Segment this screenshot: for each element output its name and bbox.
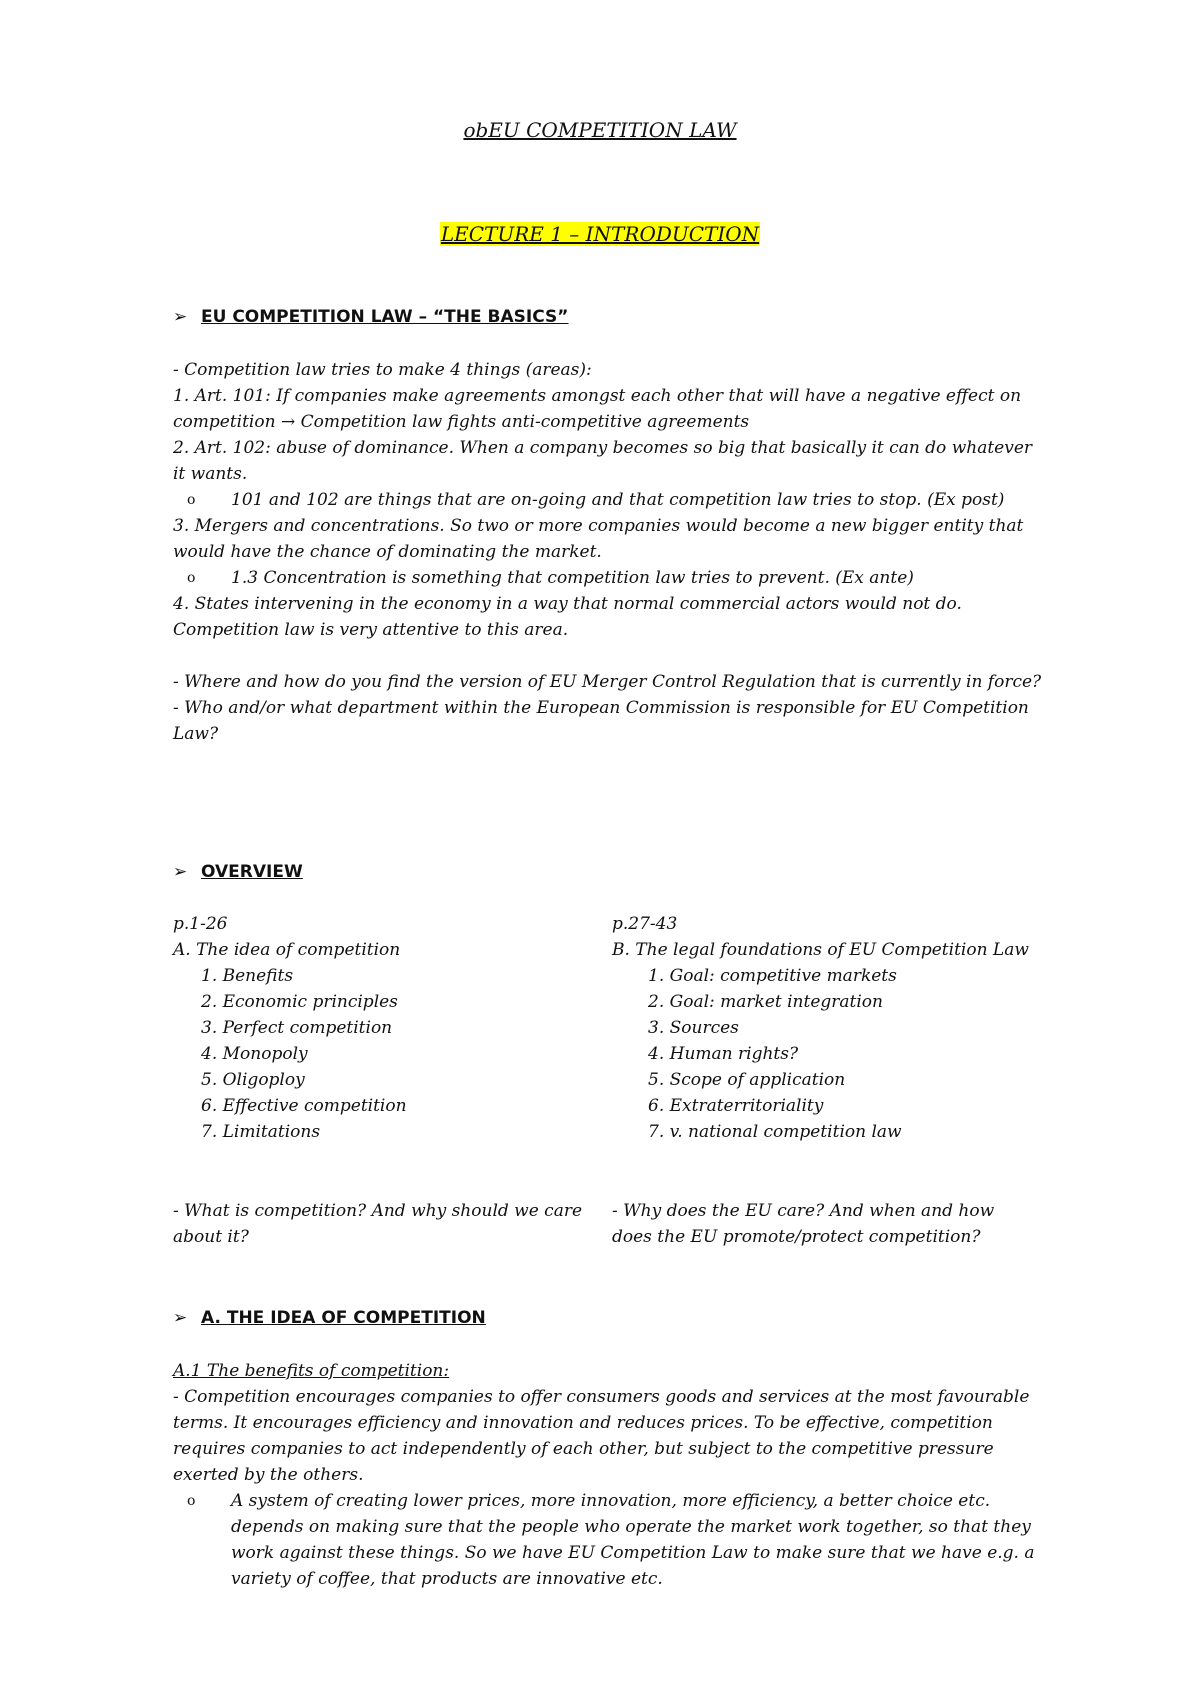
overview-right-item: 5. Scope of application	[648, 1070, 846, 1090]
section-heading-text: EU COMPETITION LAW – “THE BASICS”	[201, 307, 569, 327]
lecture-title-highlight: LECTURE 1 – INTRODUCTION	[440, 222, 760, 246]
overview-left-item: 1. Benefits	[201, 966, 294, 986]
arrow-bullet-icon: ➢	[173, 307, 188, 327]
section-heading-text: OVERVIEW	[201, 862, 303, 882]
overview-left-item: 5. Oligoploy	[201, 1070, 305, 1090]
overview-right-column	[612, 911, 1032, 1145]
idea-subbullet-text: A system of creating lower prices, more innovation, more efficiency, a better choice etc. depends on making sure that the people who operate the market work together, so that they work against these things. So we have EU Competition Law to make sure that we have e.g. a variety of coffee, that products are innovative etc.	[231, 1491, 1035, 1589]
overview-right-item: 4. Human rights?	[648, 1044, 799, 1064]
basics-question-1: - Where and how do you find the version of EU Merger Control Regulation that is currently in force?	[173, 672, 1042, 692]
bullet-marker-icon: o	[187, 570, 196, 586]
overview-right-pages: p.27-43	[612, 914, 678, 934]
section-heading-idea	[173, 1308, 486, 1328]
basics-item-3: 3. Mergers and concentrations. So two or more companies would become a new bigger entity that would have the chance of dominating the market.	[173, 516, 1024, 562]
idea-paragraph: - Competition encourages companies to offer consumers goods and services at the most favourable terms. It encourages efficiency and innovation and reduces prices. To be effective, competition requires companies to act independently of each other, but subject to the competitive pressure exerted by the others.	[173, 1387, 1030, 1485]
basics-content	[173, 357, 1048, 747]
basics-intro-line: - Competition law tries to make 4 things (areas):	[173, 360, 592, 380]
idea-subbullet	[173, 1488, 1048, 1592]
basics-subbullet-2-text: 1.3 Concentration is something that competition law tries to prevent. (Ex ante)	[231, 568, 914, 588]
basics-subbullet-1	[173, 487, 1048, 513]
overview-right-item: 6. Extraterritoriality	[648, 1096, 824, 1116]
overview-left-item: 4. Monopoly	[201, 1044, 308, 1064]
idea-subheading: A.1 The benefits of competition:	[173, 1361, 450, 1381]
basics-item-1: 1. Art. 101: If companies make agreements amongst each other that will have a negative effect on competition → Competition law fights anti-competitive agreements	[173, 386, 1022, 432]
overview-right-item: 3. Sources	[648, 1018, 739, 1038]
basics-subbullet-2	[173, 565, 1048, 591]
overview-left-item: 6. Effective competition	[201, 1096, 407, 1116]
overview-right-question: - Why does the EU care? And when and how does the EU promote/protect competition?	[612, 1201, 995, 1247]
basics-item-4: 4. States intervening in the economy in a way that normal commercial actors would not do. Competition law is very attentive to this area.	[173, 594, 962, 640]
lecture-title	[0, 222, 1200, 246]
basics-question-2: - Who and/or what department within the European Commission is responsible for EU Competition Law?	[173, 698, 1029, 744]
overview-right-title: B. The legal foundations of EU Competition Law	[612, 940, 1029, 960]
section-heading-basics	[173, 307, 568, 327]
overview-left-question: - What is competition? And why should we care about it?	[173, 1201, 583, 1247]
section-heading-text: A. THE IDEA OF COMPETITION	[201, 1308, 486, 1328]
arrow-bullet-icon: ➢	[173, 1308, 188, 1328]
overview-right-item: 1. Goal: competitive markets	[648, 966, 897, 986]
overview-left-item: 3. Perfect competition	[201, 1018, 393, 1038]
basics-subbullet-1-text: 101 and 102 are things that are on-going and that competition law tries to stop. (Ex post)	[231, 490, 1005, 510]
basics-item-2: 2. Art. 102: abuse of dominance. When a company becomes so big that basically it can do whatever it wants.	[173, 438, 1033, 484]
overview-right-item: 7. v. national competition law	[648, 1122, 902, 1142]
overview-left-item: 2. Economic principles	[201, 992, 398, 1012]
overview-left-title: A. The idea of competition	[173, 940, 401, 960]
overview-right-item: 2. Goal: market integration	[648, 992, 883, 1012]
overview-left-pages: p.1-26	[173, 914, 228, 934]
document-title: obEU COMPETITION LAW	[463, 118, 737, 142]
bullet-marker-icon: o	[187, 492, 196, 508]
arrow-bullet-icon: ➢	[173, 862, 188, 882]
overview-left-item: 7. Limitations	[201, 1122, 321, 1142]
bullet-marker-icon: o	[187, 1493, 196, 1509]
section-heading-overview	[173, 862, 303, 882]
idea-content	[173, 1358, 1048, 1592]
overview-left-column	[173, 911, 573, 1145]
